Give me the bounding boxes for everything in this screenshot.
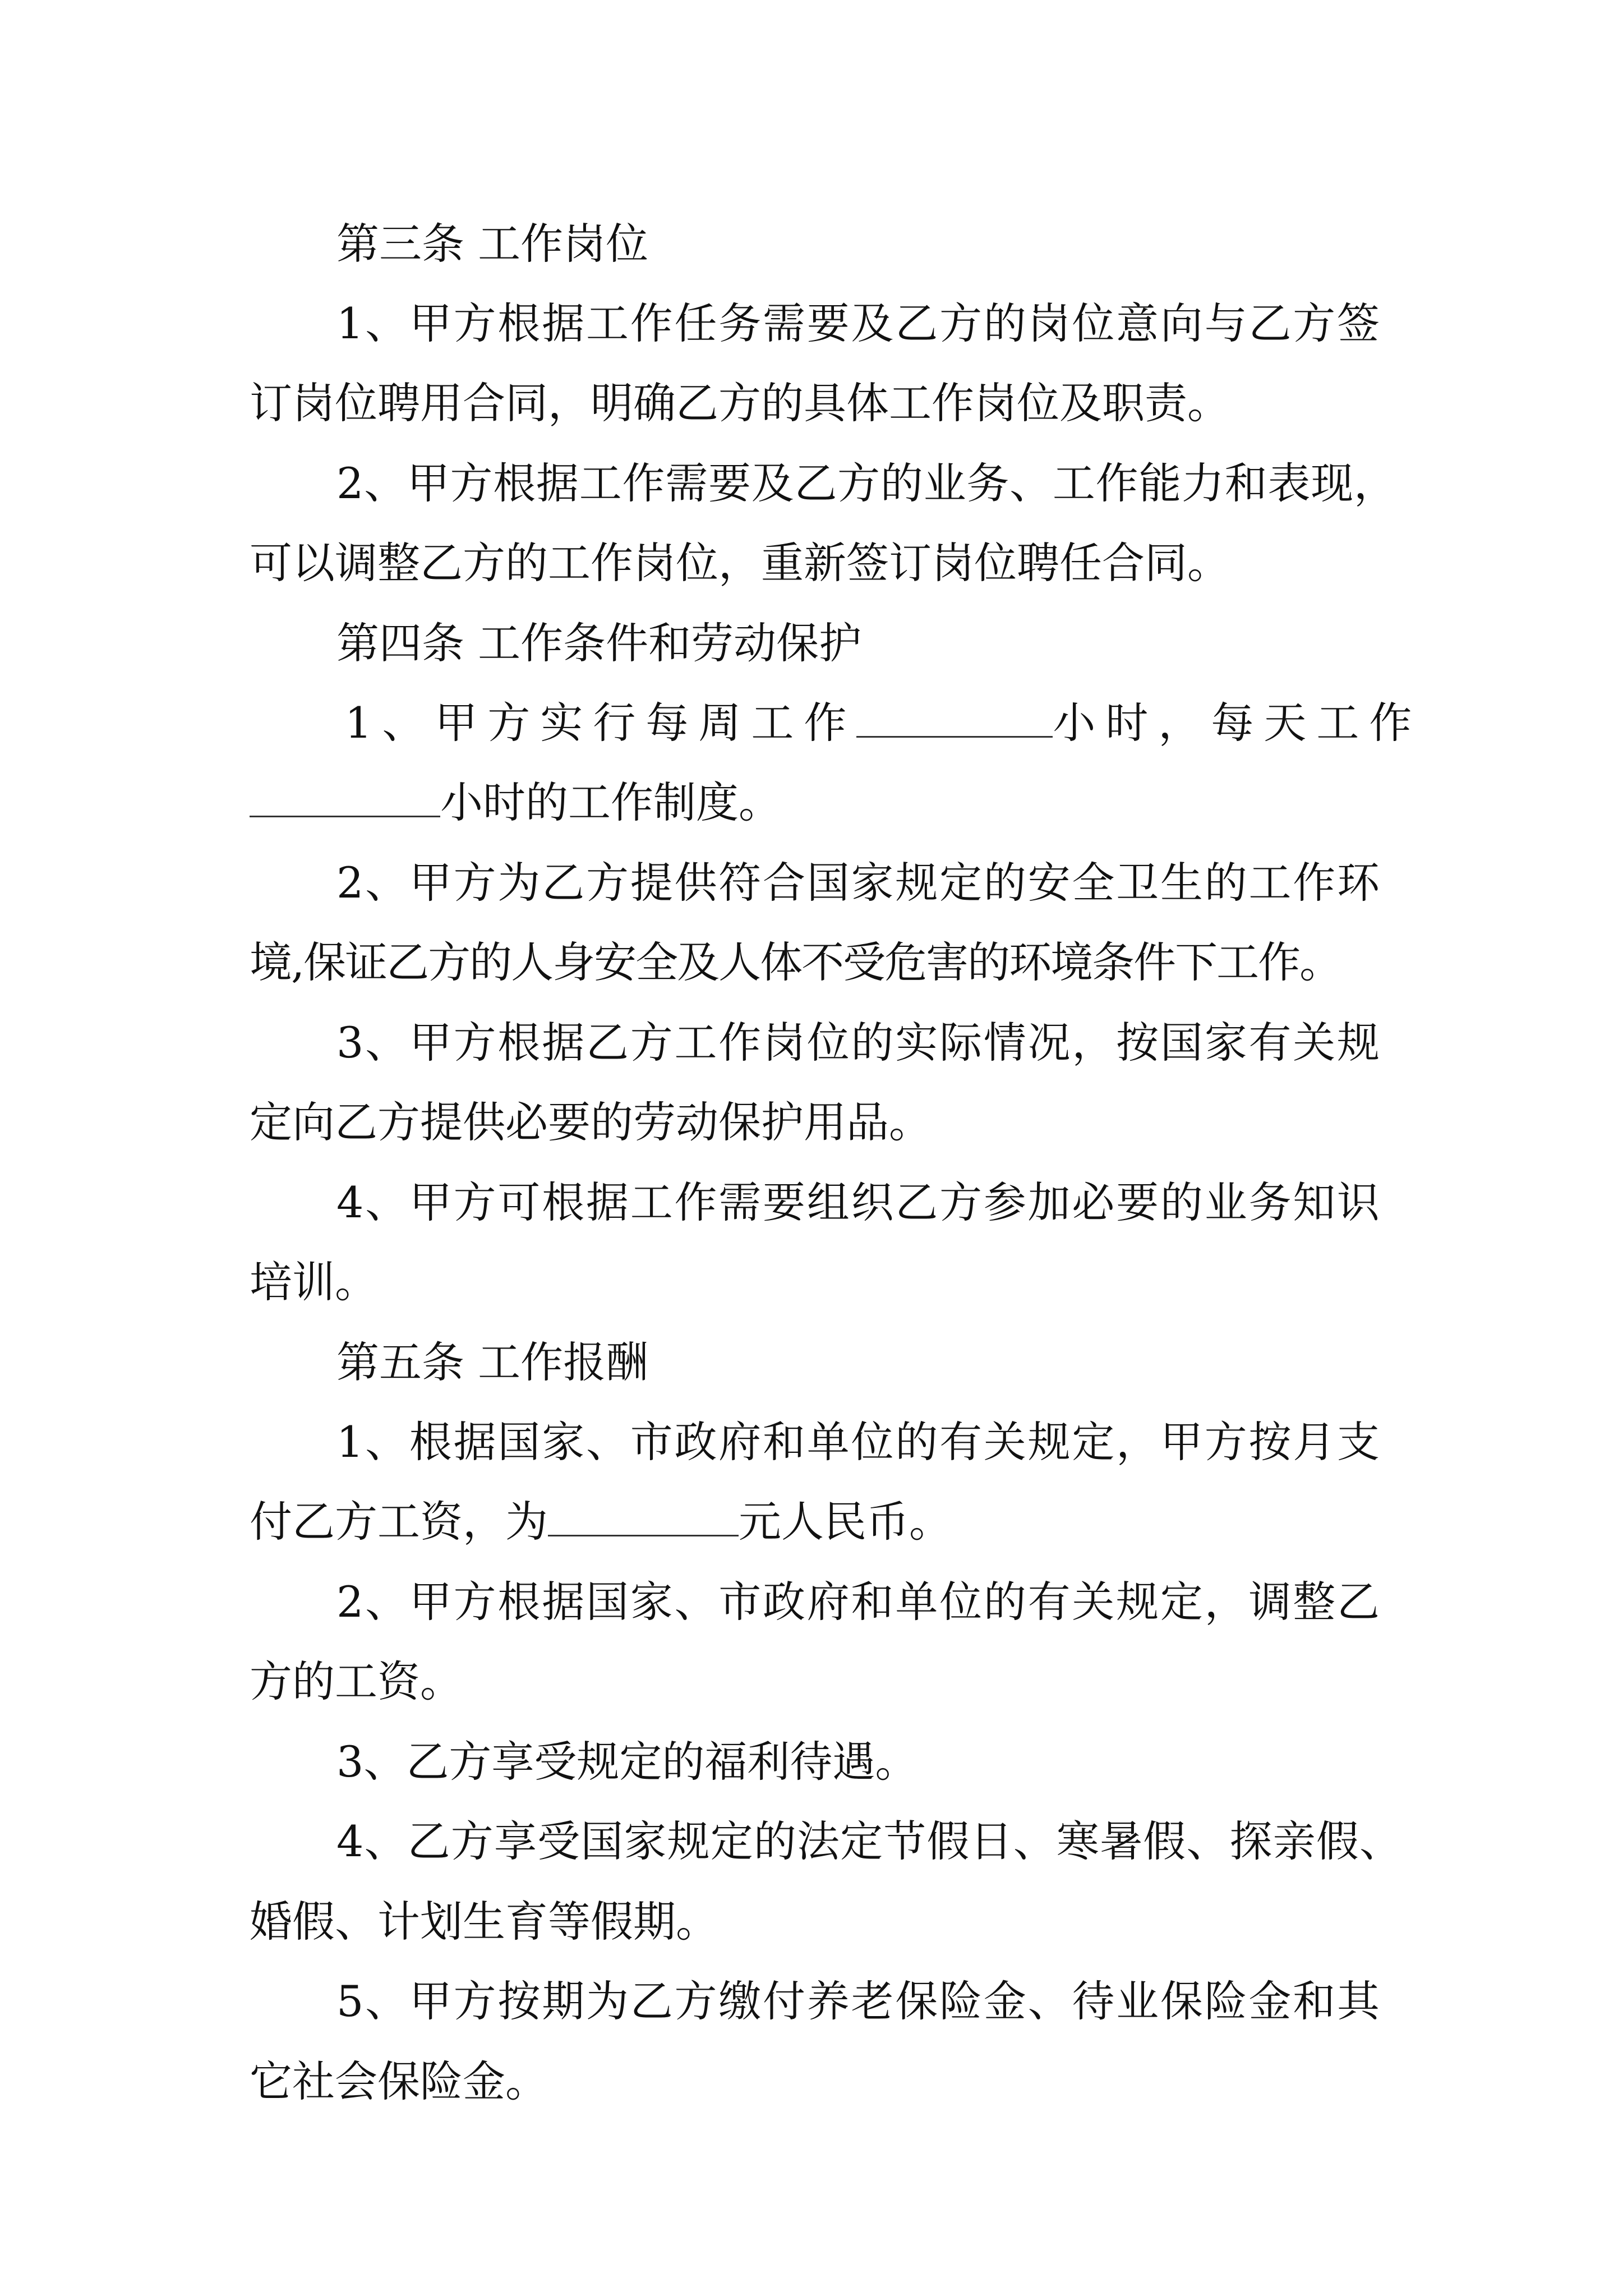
paragraph-line: 小时的工作制度。: [250, 775, 781, 831]
heading-text: 第四条 工作条件和劳动保护: [336, 618, 862, 668]
paragraph-line: 境,保证乙方的人身安全及人体不受危害的环境条件下工作。: [250, 937, 1341, 987]
heading-text: 第五条 工作报酬: [336, 1337, 649, 1387]
paragraph-line: 2、甲方根据国家、市政府和单位的有关规定，调整乙: [336, 1577, 1380, 1627]
paragraph-line: 付乙方工资，为 元人民币。: [250, 1497, 952, 1547]
paragraph-line: 2、甲方为乙方提供符合国家规定的安全卫生的工作环: [336, 858, 1380, 908]
paragraph-line: 可以调整乙方的工作岗位，重新签订岗位聘任合同。: [250, 538, 1230, 588]
paragraph-line: 2、甲方根据工作需要及乙方的业务、工作能力和表现，: [336, 458, 1396, 508]
paragraph-line: 5、甲方按期为乙方缴付养老保险金、待业保险金和其: [336, 1976, 1380, 2026]
paragraph-line: 1、根据国家、市政府和单位的有关规定，甲方按月支: [336, 1417, 1380, 1467]
paragraph-line: 4、甲方可根据工作需要组织乙方参加必要的业务知识: [336, 1177, 1380, 1227]
article-3-heading: [336, 216, 648, 272]
paragraph-line: 培训。: [250, 1257, 377, 1307]
paragraph-line: 方的工资。: [250, 1657, 463, 1706]
paragraph-line: 它社会保险金。: [250, 2056, 548, 2106]
hours-per-week-blank: [856, 701, 1053, 738]
hours-per-day-blank: [250, 781, 440, 817]
paragraph-line: 3、甲方根据乙方工作岗位的实际情况，按国家有关规: [336, 1018, 1380, 1068]
heading-text: 第三条 工作岗位: [336, 219, 649, 269]
article-4-heading: [336, 615, 861, 671]
salary-amount-blank: [548, 1500, 739, 1536]
paragraph-line: 1、甲方根据工作任务需要及乙方的岗位意向与乙方签: [336, 298, 1380, 348]
paragraph-line: 4、乙方享受国家规定的法定节假日、寒暑假、探亲假、: [336, 1816, 1402, 1866]
paragraph-line: 1、甲方实行每周工作 小时，每天工作: [345, 698, 1422, 748]
paragraph-line: 3、乙方享受规定的福利待遇。: [336, 1737, 918, 1787]
paragraph-line: 婚假、计划生育等假期。: [250, 1897, 718, 1947]
article-5-heading: [336, 1335, 648, 1391]
paragraph-line: 订岗位聘用合同，明确乙方的具体工作岗位及职责。: [250, 378, 1230, 428]
paragraph-line: 定向乙方提供必要的劳动保护用品。: [250, 1097, 932, 1147]
